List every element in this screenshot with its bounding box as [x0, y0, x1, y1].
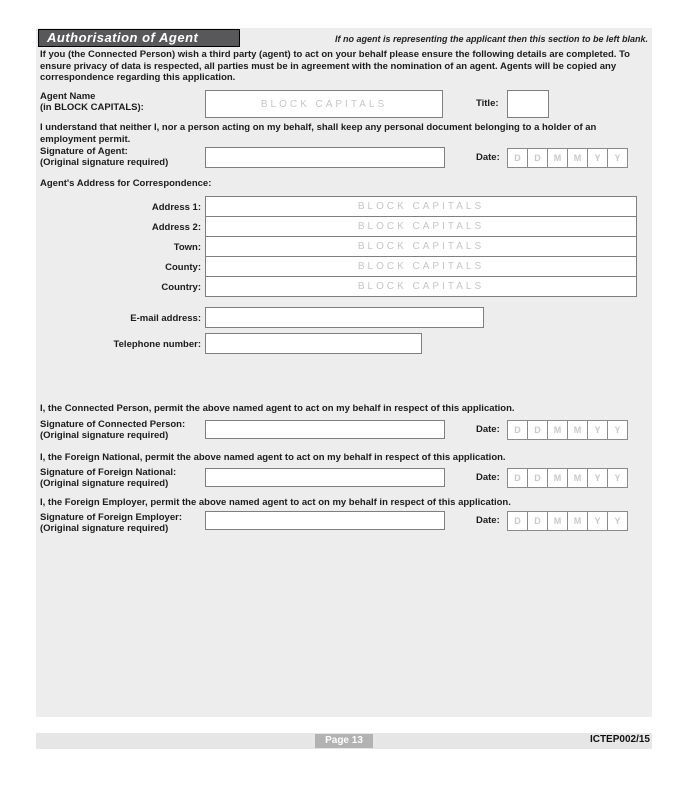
- email-label: E-mail address:: [130, 313, 201, 324]
- agent-date-cell-d1[interactable]: D: [507, 148, 528, 168]
- agent-date-label: Date:: [476, 152, 500, 163]
- foreign-national-signature-label: [40, 468, 176, 489]
- county-label: County:: [165, 262, 201, 273]
- foreign-national-signature-label-line1: Signature of Foreign National:: [40, 467, 177, 478]
- connected-person-signature-label: [40, 420, 185, 441]
- foreign-national-date-label: Date:: [476, 472, 500, 483]
- agent-date-boxes: [507, 148, 628, 168]
- page-number-badge: Page 13: [315, 734, 373, 748]
- title-input[interactable]: [507, 90, 549, 118]
- form-code: ICTEP002/15: [589, 734, 650, 745]
- foreign-national-date-cell-m2[interactable]: M: [567, 468, 588, 488]
- connected-person-date-cell-y2[interactable]: Y: [607, 420, 628, 440]
- phone-label: Telephone number:: [113, 339, 201, 350]
- agent-name-label-line1: Agent Name: [40, 91, 96, 102]
- foreign-employer-statement: I, the Foreign Employer, permit the above named agent to act on my behalf in respect of this application.: [40, 497, 511, 508]
- foreign-national-statement: I, the Foreign National, permit the above named agent to act on my behalf in respect of this application.: [40, 452, 506, 463]
- connected-person-statement: I, the Connected Person, permit the above named agent to act on my behalf in respect of this application.: [40, 403, 515, 414]
- town-label: Town:: [173, 242, 201, 253]
- foreign-national-date-boxes: [507, 468, 628, 488]
- agent-signature-label-line1: Signature of Agent:: [40, 146, 128, 157]
- agent-name-input[interactable]: [205, 90, 443, 118]
- address2-label: Address 2:: [151, 222, 201, 233]
- agent-signature-input[interactable]: [205, 147, 445, 168]
- foreign-employer-signature-label-line2: (Original signature required): [40, 522, 169, 534]
- section-note: If no agent is representing the applicant then this section to be left blank.: [334, 34, 648, 44]
- authorisation-of-agent-section: [36, 28, 652, 717]
- agent-name-label-line2: (in BLOCK CAPITALS):: [40, 101, 144, 113]
- address1-input[interactable]: [205, 196, 637, 217]
- phone-input[interactable]: [205, 333, 422, 354]
- foreign-employer-signature-label-line1: Signature of Foreign Employer:: [40, 512, 182, 523]
- foreign-employer-date-boxes: [507, 511, 628, 531]
- foreign-employer-date-cell-d1[interactable]: D: [507, 511, 528, 531]
- connected-person-signature-input[interactable]: [205, 420, 445, 439]
- foreign-employer-date-cell-m2[interactable]: M: [567, 511, 588, 531]
- foreign-employer-date-cell-y2[interactable]: Y: [607, 511, 628, 531]
- address1-label: Address 1:: [151, 202, 201, 213]
- foreign-employer-date-cell-m1[interactable]: M: [547, 511, 568, 531]
- foreign-employer-signature-label: [40, 513, 182, 534]
- connected-person-date-cell-d1[interactable]: D: [507, 420, 528, 440]
- agent-date-cell-m2[interactable]: M: [567, 148, 588, 168]
- agent-signature-label: [40, 147, 168, 168]
- agent-date-cell-y2[interactable]: Y: [607, 148, 628, 168]
- agent-name-label: [40, 92, 144, 113]
- foreign-national-signature-label-line2: (Original signature required): [40, 477, 169, 489]
- foreign-employer-date-cell-y1[interactable]: Y: [587, 511, 608, 531]
- agent-date-cell-d2[interactable]: D: [527, 148, 548, 168]
- connected-person-date-boxes: [507, 420, 628, 440]
- country-input[interactable]: [205, 276, 637, 297]
- connected-person-date-cell-d2[interactable]: D: [527, 420, 548, 440]
- connected-person-signature-label-line1: Signature of Connected Person:: [40, 419, 186, 430]
- foreign-national-date-cell-m1[interactable]: M: [547, 468, 568, 488]
- connected-person-date-cell-y1[interactable]: Y: [587, 420, 608, 440]
- foreign-national-date-cell-d1[interactable]: D: [507, 468, 528, 488]
- section-title: Authorisation of Agent: [47, 30, 199, 45]
- connected-person-signature-label-line2: (Original signature required): [40, 429, 169, 441]
- intro-text: If you (the Connected Person) wish a third party (agent) to act on your behalf please ensure the following details are completed. To ensure privacy of data is respected, all parties must be in agreement with the nomination of an agent. Agents will be copied any correspondence regarding this application.: [40, 49, 630, 83]
- understanding-text: I understand that neither I, nor a person acting on my behalf, shall keep any personal document belonging to a holder of an employment permit.: [40, 122, 597, 145]
- agent-date-cell-y1[interactable]: Y: [587, 148, 608, 168]
- town-input[interactable]: [205, 236, 637, 257]
- agent-date-cell-m1[interactable]: M: [547, 148, 568, 168]
- county-input[interactable]: [205, 256, 637, 277]
- foreign-national-date-cell-y1[interactable]: Y: [587, 468, 608, 488]
- section-title-bar: [38, 29, 240, 47]
- foreign-employer-date-cell-d2[interactable]: D: [527, 511, 548, 531]
- foreign-employer-signature-input[interactable]: [205, 511, 445, 530]
- foreign-national-date-cell-y2[interactable]: Y: [607, 468, 628, 488]
- connected-person-date-label: Date:: [476, 424, 500, 435]
- email-input[interactable]: [205, 307, 484, 328]
- connected-person-date-cell-m1[interactable]: M: [547, 420, 568, 440]
- connected-person-date-cell-m2[interactable]: M: [567, 420, 588, 440]
- title-label: Title:: [476, 98, 499, 109]
- address-heading: Agent's Address for Correspondence:: [40, 178, 212, 189]
- country-label: Country:: [161, 282, 201, 293]
- foreign-national-date-cell-d2[interactable]: D: [527, 468, 548, 488]
- foreign-employer-date-label: Date:: [476, 515, 500, 526]
- address2-input[interactable]: [205, 216, 637, 237]
- foreign-national-signature-input[interactable]: [205, 468, 445, 487]
- agent-signature-label-line2: (Original signature required): [40, 156, 169, 168]
- footer-strip: [36, 733, 652, 749]
